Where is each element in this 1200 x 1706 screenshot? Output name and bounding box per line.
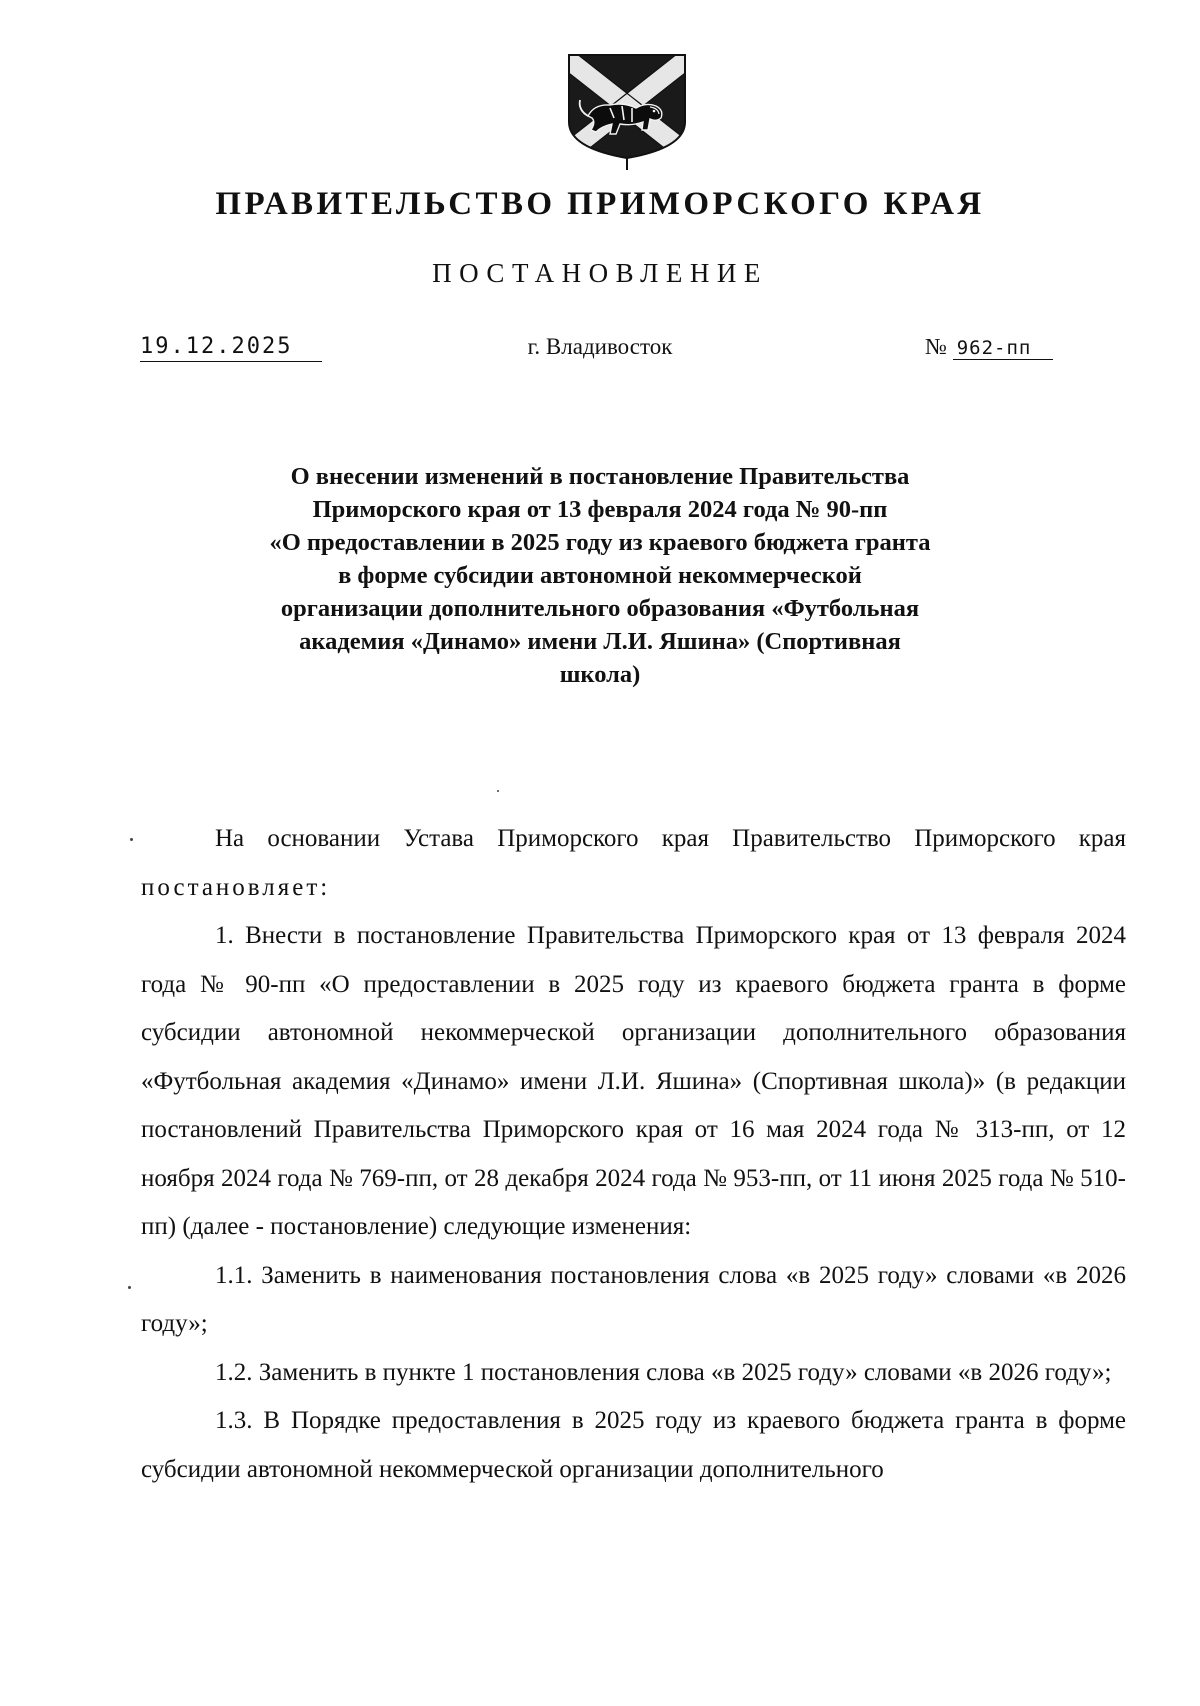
document-body (141, 815, 1126, 1494)
subject-line: организации дополнительного образования «Футбольная (280, 595, 920, 622)
subject-line: О внесении изменений в постановление Правительства (290, 463, 910, 490)
scan-speck (497, 790, 499, 792)
subject-line: академия «Динамо» имени Л.И. Яшина» (Спортивная (299, 628, 901, 655)
number-sign: № (925, 334, 947, 359)
document-meta-row (0, 334, 1200, 364)
document-city: г. Владивосток (527, 334, 673, 359)
clause-1-1-paragraph: 1.1. Заменить в наименования постановления слова «в 2025 году» словами «в 2026 году»; (141, 1261, 1126, 1337)
subject-line: школа) (559, 661, 641, 688)
government-name: ПРАВИТЕЛЬСТВО ПРИМОРСКОГО КРАЯ (215, 186, 985, 222)
document-type: ПОСТАНОВЛЕНИЕ (432, 258, 768, 288)
document-date: 19.12.2025 (140, 334, 322, 362)
clause-1-3-paragraph: 1.3. В Порядке предоставления в 2025 году из краевого бюджета гранта в форме субсидии автономной некоммерческой организации дополнительного (141, 1407, 1126, 1483)
preamble-paragraph (141, 815, 1126, 912)
clause-1-paragraph: 1. Внести в постановление Правительства Приморского края от 13 февраля 2024 года № 90-пп «О предоставлении в 2025 году из краевого бюджета гранта в форме субсидии автономной некоммерческой организации дополнительного образования «Футбольная академия «Динамо» имени Л.И. Яшина» (Спортивная школа)» (в редакции постановлений Правительства Приморского края от 16 мая 2024 года № 313-пп, от 12 ноября 2024 года № 769-пп, от 28 декабря 2024 года № 953-пп, от 11 июня 2025 года № 510-пп) (далее - постановление) следующие изменения: (141, 922, 1126, 1240)
resolves-word: постановляет: (141, 873, 331, 901)
subject-line: Приморского края от 13 февраля 2024 года № 90-пп (312, 496, 888, 523)
document-number (925, 334, 1060, 360)
subject-line: в форме субсидии автономной некоммерческой (338, 562, 862, 589)
preamble-text: На основании Устава Приморского края Правительство Приморского края (215, 825, 1126, 852)
scan-speck (130, 838, 133, 841)
subject-line: «О предоставлении в 2025 году из краевого бюджета гранта (269, 529, 931, 556)
document-number-value: 962-пп (953, 337, 1053, 360)
coat-of-arms-emblem (566, 52, 688, 172)
scan-speck (128, 1286, 131, 1289)
document-subject-heading (200, 460, 1000, 691)
clause-1-2-paragraph: 1.2. Заменить в пункте 1 постановления слова «в 2025 году» словами «в 2026 году»; (215, 1358, 1112, 1386)
